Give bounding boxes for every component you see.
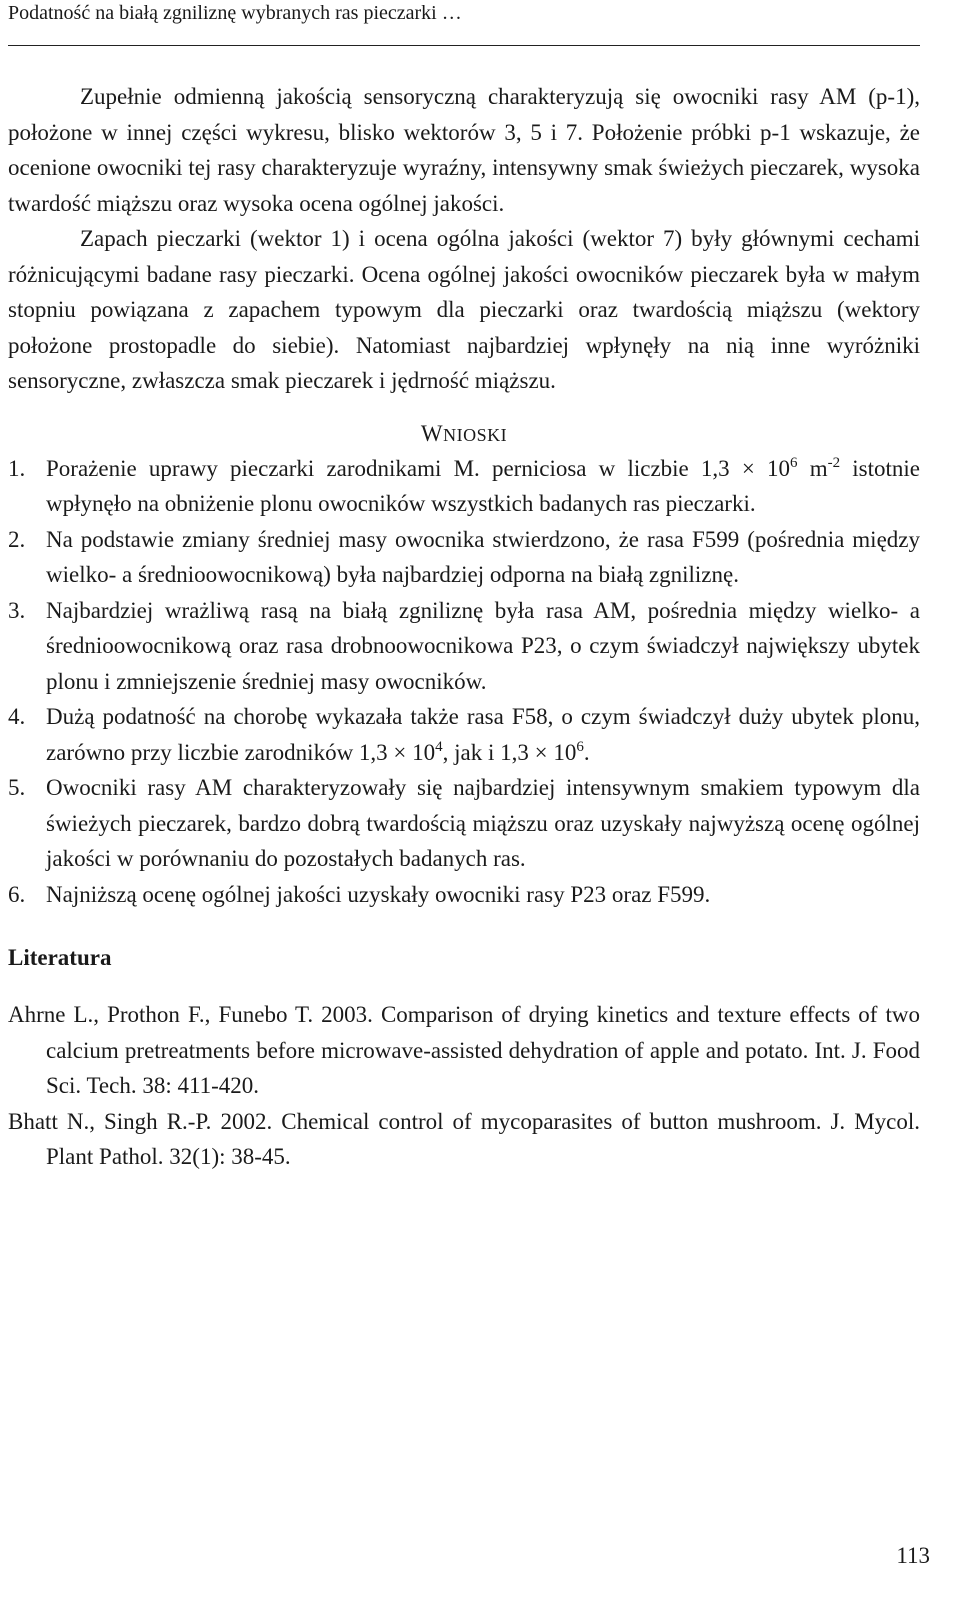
paragraph-2: Zapach pieczarki (wektor 1) i ocena ogólna jakości (wektor 7) były głównymi cechami różnicującymi badane rasy pieczarki. Ocena ogólnej jakości owocników pieczarek była w małym stopniu powiązana z zapachem typowym dla pieczarki oraz twardością miąższu (wektory położone prostopadle do siebie). Natomiast najbardziej wpłynęły na nią inne wyróżniki sensoryczne, zwłaszcza smak pieczarek i jędrność miąższu. (8, 226, 920, 393)
conclusion-text: Na podstawie zmiany średniej masy owocnika stwierdzono, że rasa F599 (pośrednia między wielko- a średnioowocnikową) była najbardziej odporna na białą zgniliznę. (46, 526, 920, 587)
conclusion-text: Najbardziej wrażliwą rasą na białą zgniliznę była rasa AM, pośrednia między wielko- a średnioowocnikową oraz rasa drobnoowocnikowa P23, o czym świadczył największy ubytek plonu i zmniejszenie średniej masy owocników. (46, 597, 920, 694)
conclusion-item (8, 522, 920, 593)
conclusion-text: Najniższą ocenę ogólnej jakości uzyskały owocniki rasy P23 oraz F599. (46, 881, 711, 907)
conclusions-list (8, 451, 920, 913)
page-number: 113 (896, 1543, 930, 1568)
conclusion-number: 2. (8, 526, 26, 552)
conclusion-number: 6. (8, 881, 26, 907)
conclusion-text: Dużą podatność na chorobę wykazała także rasa F58, o czym świadczył duży ubytek plonu, zarówno przy liczbie zarodników 1,3 × 10 (46, 704, 920, 765)
conclusion-number: 1. (8, 455, 26, 481)
conclusion-item (8, 770, 920, 877)
conclusion-number: 3. (8, 597, 26, 623)
conclusion-number: 4. (8, 704, 26, 729)
conclusion-text: , jak i 1,3 × 10 (442, 739, 577, 765)
conclusion-text: . (583, 739, 590, 765)
section-title-initial: W (420, 420, 444, 446)
conclusion-item (8, 451, 920, 522)
conclusion-text: Porażenie uprawy pieczarki zarodnikami M. perniciosa w liczbie 1,3 × 10 (46, 455, 791, 481)
conclusion-item (8, 699, 920, 770)
conclusion-number: 5. (8, 775, 26, 800)
paragraph-1: Zupełnie odmienną jakością sensoryczną charakteryzują się owocniki rasy AM (p-1), położone w innej części wykresu, blisko wektorów 3, 5 i 7. Położenie próbki p-1 wskazuje, że ocenione owocniki tej rasy charakteryzuje wyraźny, intensywny smak świeżych pieczarek, wysoka twardość miąższu oraz wysoka ocena ogólnej jakości. (8, 84, 920, 216)
section-title-wnioski (8, 418, 920, 451)
conclusion-item (8, 877, 920, 913)
conclusion-item (8, 593, 920, 700)
conclusion-text: m (797, 455, 828, 481)
running-head: Podatność na białą zgniliznę wybranych ras pieczarki … (8, 2, 462, 24)
literature-heading: Literatura (8, 945, 112, 970)
superscript: -2 (827, 454, 841, 471)
body-text (8, 79, 920, 1175)
conclusion-text: istotnie wpłynęło na obniżenie plonu owocników wszystkich badanych ras pieczarki. (46, 455, 920, 516)
section-title-rest: NIOSKI (443, 424, 508, 445)
superscript: 6 (576, 738, 584, 755)
reference-item: Bhatt N., Singh R.-P. 2002. Chemical control of mycoparasites of button mushroom. J. Mycol. Plant Pathol. 32(1): 38-45. (8, 1108, 920, 1169)
superscript: 4 (435, 738, 443, 755)
header-rule (8, 45, 920, 46)
superscript: 6 (790, 454, 798, 471)
conclusion-text: Owocniki rasy AM charakteryzowały się najbardziej intensywnym smakiem typowym dla świeżych pieczarek, bardzo dobrą twardością miąższu oraz uzyskały najwyższą ocenę ogólnej jakości w porównaniu do pozostałych badanych ras. (46, 775, 920, 871)
reference-item: Ahrne L., Prothon F., Funebo T. 2003. Comparison of drying kinetics and texture effects of two calcium pretreatments before microwave-assisted dehydration of apple and potato. Int. J. Food Sci. Tech. 38: 411-420. (8, 1002, 920, 1098)
